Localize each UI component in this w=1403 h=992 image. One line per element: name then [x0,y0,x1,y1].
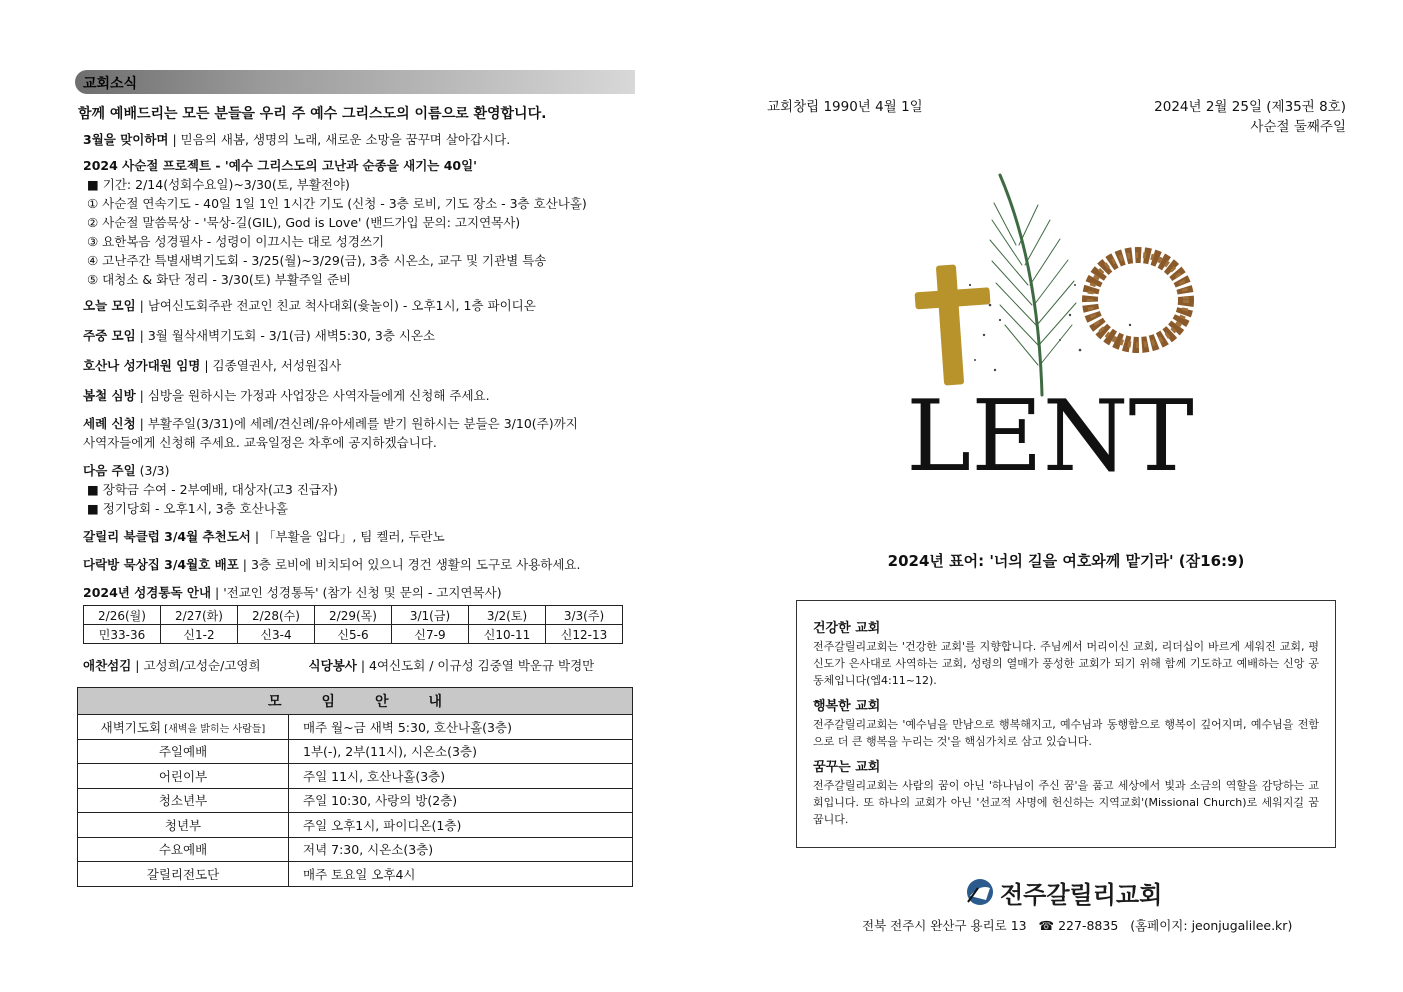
project-item: ④ 고난주간 특별새벽기도회 - 3/25(월)~3/29(금), 3층 시온소, 교구 및 기관별 특송 [87,253,547,268]
project-item: ③ 요한복음 성경필사 - 성령이 이끄시는 대로 성경쓰기 [87,234,385,249]
table-row: 2/26(월) 2/27(화) 2/28(수) 2/29(목) 3/1(금) 3/2(토) 3/3(주) [84,606,623,625]
address: 전북 전주시 완산구 용리로 13 [862,918,1027,933]
table-row: 민33-36 신1-2 신3-4 신5-6 신7-9 신10-11 신12-13 [84,625,623,644]
news-choir: 호산나 성가대원 임명 | 김종열권사, 서성원집사 [83,358,342,373]
phone: ☎ 227-8835 [1038,918,1119,933]
table-row: 어린이부 주일 11시, 호산나홀(3층) [78,764,633,789]
table-row: 수요예배 저녁 7:30, 시온소(3층) [78,837,633,862]
meeting-guide-title: 모임안내 [78,688,633,715]
palm-branch-icon [990,175,1076,395]
lent-title: LENT [906,380,1194,485]
value-title: 행복한 교회 [813,699,881,714]
meeting-guide-table [77,687,633,887]
value-title: 꿈꾸는 교회 [813,760,881,775]
yearly-motto: 2024년 표어: '너의 길을 여호와께 맡기라' (잠16:9) [887,552,1245,570]
church-logo [966,876,1162,908]
news-baptism: 세례 신청 | 부활주일(3/31)에 세례/견신례/유아세례를 받기 원하시는 분들은 3/10(주)까지 사역자들에게 신청해 주세요. 교육일정은 차후에 공지하겠습니다. [83,416,578,450]
table-row: 주일예배 1부(-), 2부(11시), 시온소(3층) [78,739,633,764]
table-row: 갈릴리전도단 매주 토요일 오후4시 [78,862,633,887]
cross-icon [915,264,991,385]
church-name: 전주갈릴리교회 [1000,880,1163,909]
founded-date: 교회창립 1990년 4월 1일 [767,99,923,115]
project-item: ① 사순절 연속기도 - 40일 1일 1인 1시간 기도 (신청 - 3층 로비, 기도 장소 - 3층 호산나홀) [87,196,587,211]
church-contact [862,916,1292,934]
project-item: ② 사순절 말씀묵상 - '묵상-길(GIL), God is Love' (밴드가입 문의: 고지연목사) [87,215,521,230]
value-text: 전주갈릴리교회는 '건강한 교회'를 지향합니다. 주님께서 머리이신 교회, 리더십이 바르게 세워진 교회, 평신도가 은사대로 사역하는 교회, 성령의 열매가 풍성한 교회가 되기 위해 함께 기도하고 예배하는 신앙 공동체입니다(엡4:11~12). [813,640,1319,687]
news-today: 오늘 모임 | 남여신도회주관 전교인 친교 척사대회(윷놀이) - 오후1시, 1층 파이디온 [83,298,536,313]
left-column [75,70,635,887]
lent-illustration [900,165,1200,485]
speckle-dots [969,284,1146,371]
table-row: 청년부 주일 오후1시, 파이디온(1층) [78,813,633,838]
news-week: 주중 모임 | 3월 월삭새벽기도회 - 3/1(금) 새벽5:30, 3층 시온소 [83,328,436,343]
bulletin-date: 2024년 2월 25일 (제35권 8호) 사순절 둘째주일 [1154,99,1346,135]
news-next-sunday: 다음 주일 (3/3) ■ 장학금 수여 - 2부예배, 대상자(고3 진급자) ■ 정기당회 - 오후1시, 3층 호산나홀 [83,463,338,516]
project-item: ⑤ 대청소 & 화단 정리 - 3/30(토) 부활주일 준비 [87,272,352,287]
section-title: 교회소식 [83,76,138,92]
news-devotional: 다락방 묵상집 3/4월호 배포 | 3층 로비에 비치되어 있으니 경건 생활의 도구로 사용하세요. [83,557,581,572]
news-project [83,156,635,289]
project-item: ■ 기간: 2/14(성회수요일)~3/30(토, 부활전야) [87,177,350,192]
welcome-text: 함께 예배드리는 모든 분들을 우리 주 예수 그리스도의 이름으로 환영합니다. [78,106,547,122]
crown-of-thorns-icon [1090,255,1186,345]
table-row: 새벽기도회 [새벽을 밝히는 사람들] 매주 월~금 새벽 5:30, 호산나홀(3층) [78,715,633,740]
news-march: 3월을 맞이하며 | 믿음의 새봄, 생명의 노래, 새로운 소망을 꿈꾸며 살아갑시다. [83,132,511,147]
core-values-box [796,600,1336,848]
table-row: 청소년부 주일 10:30, 사랑의 방(2층) [78,788,633,813]
value-text: 전주갈릴리교회는 사람의 꿈이 아닌 '하나님이 주신 꿈'을 품고 세상에서 빛과 소금의 역할을 감당하는 교회입니다. 또 하나의 교회가 아닌 '선교적 사명에 헌신하는 지역교회'(Missional Church)로 세워지길 꿈꿉니다. [813,779,1319,826]
homepage: (홈페이지: jeonjugalilee.kr) [1130,918,1293,933]
church-logo-icon [966,878,994,906]
news-bookclub: 갈릴리 북클럽 3/4월 추천도서 | 「부활을 입다」, 팀 켈러, 두란노 [83,529,445,544]
bible-reading-table [83,605,623,644]
section-header [75,70,635,94]
project-title: 2024 사순절 프로젝트 - '예수 그리스도의 고난과 순종을 새기는 40일' [83,158,477,173]
news-visit: 봄철 심방 | 심방을 원하시는 가정과 사업장은 사역자들에게 신청해 주세요. [83,388,490,403]
news-list [83,130,635,602]
news-bible-reading: 2024년 성경통독 안내 | '전교인 성경통독' (참가 신청 및 문의 - 고지연목사) [83,585,502,600]
serving-line: 애찬섬김 | 고성희/고성순/고영희 식당봉사 | 4여신도회 / 이규성 김중열 박운규 박경만 [83,658,595,673]
value-title: 건강한 교회 [813,621,881,636]
value-text: 전주갈릴리교회는 '예수님을 만남으로 행복해지고, 예수님과 동행함으로 행복이 깊어지며, 예수님을 전함으로 더 큰 행복을 누리는 것'을 핵심가치로 삼고 있습니다. [813,718,1319,748]
